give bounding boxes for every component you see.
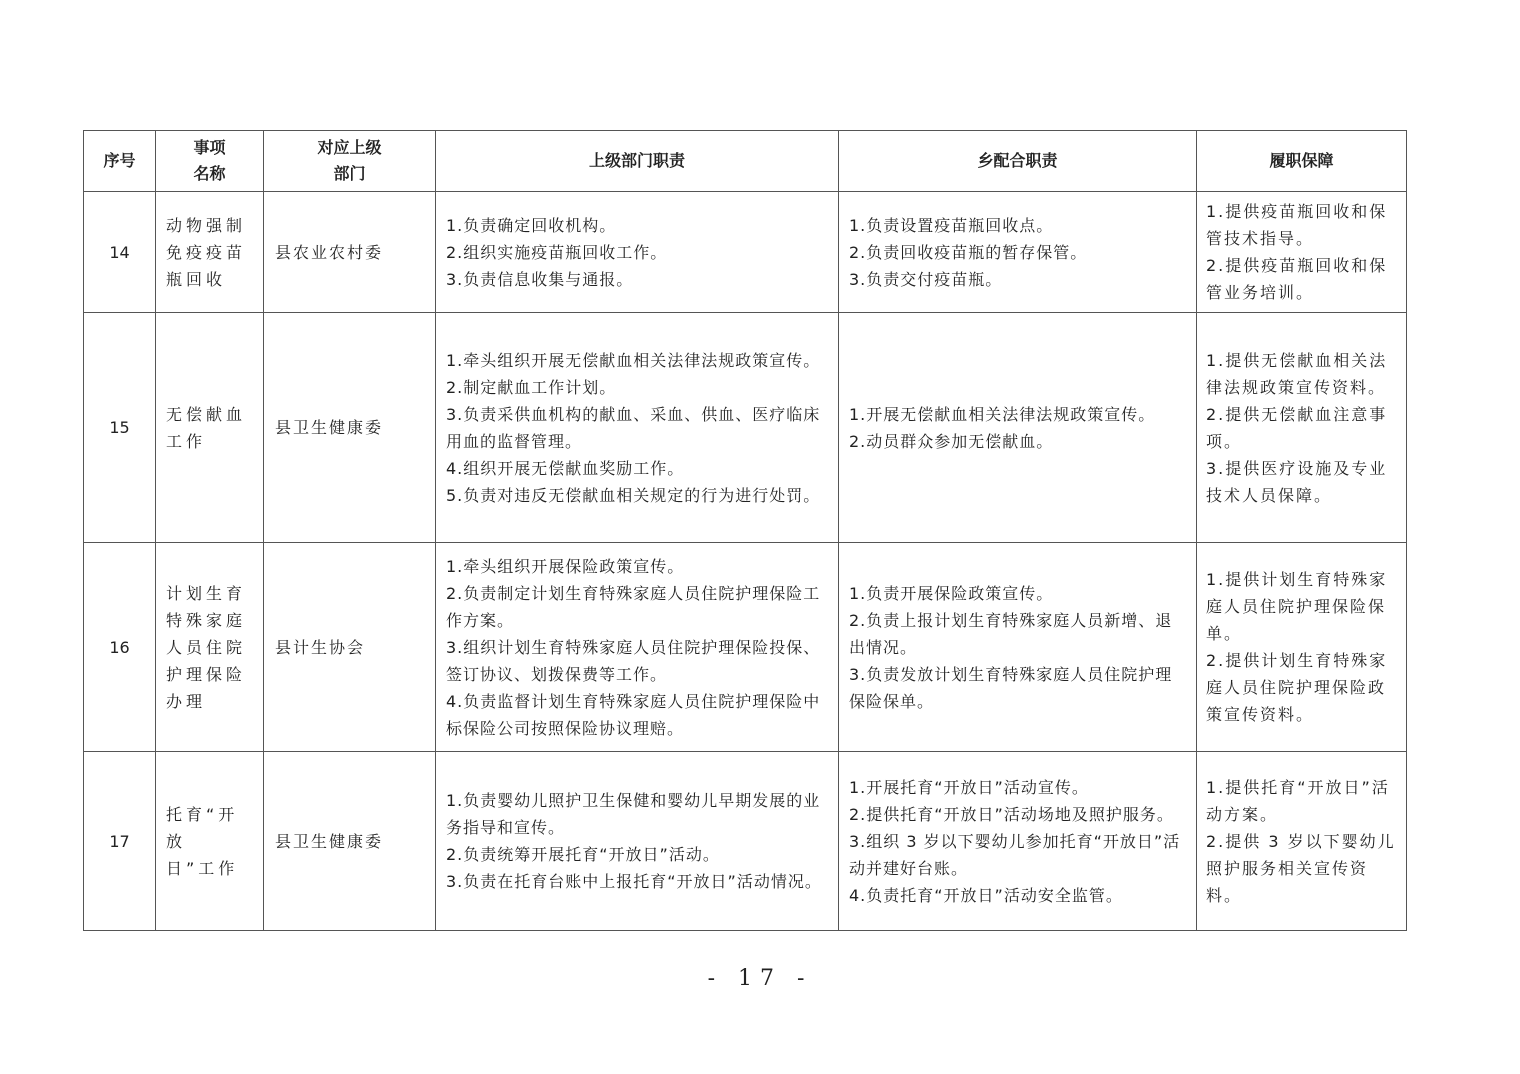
upper-duty-item: 3.组织计划生育特殊家庭人员住院护理保险投保、签订协议、划拨保费等工作。	[446, 637, 821, 684]
town-duty-cell	[839, 192, 1197, 313]
guarantee-cell	[1197, 313, 1407, 543]
guarantee-cell	[1197, 192, 1407, 313]
item-name-cell	[156, 313, 264, 543]
header-serial: 序号	[84, 131, 156, 192]
guarantee-item: 2.提供 3 岁以下婴幼儿照护服务相关宣传资料。	[1206, 831, 1396, 905]
item-name-line: 计划生育	[166, 583, 247, 603]
serial-number-cell: 14	[84, 192, 156, 313]
header-upper-duty: 上级部门职责	[436, 131, 839, 192]
upper-duty-item: 3.负责在托育台账中上报托育“开放日”活动情况。	[446, 872, 822, 891]
header-upper-dept-line: 对应上级	[317, 138, 382, 157]
upper-dept-cell: 县农业农村委	[264, 192, 436, 313]
table-header-row	[84, 131, 1407, 192]
table-row	[84, 192, 1407, 313]
item-name-line: 托育“开放	[166, 804, 239, 851]
town-duty-item: 1.负责开展保险政策宣传。	[849, 583, 1054, 603]
guarantee-item: 1.提供疫苗瓶回收和保管技术指导。	[1206, 202, 1388, 248]
town-duty-item: 2.提供托育“开放日”活动场地及照护服务。	[849, 804, 1174, 824]
town-duty-cell	[839, 752, 1197, 931]
town-duty-cell	[839, 543, 1197, 752]
table-row	[84, 543, 1407, 752]
table-row	[84, 313, 1407, 543]
header-item-name-line: 名称	[193, 164, 226, 183]
item-name-cell	[156, 543, 264, 752]
guarantee-item: 1.提供无偿献血相关法律法规政策宣传资料。	[1206, 350, 1388, 397]
upper-duty-item: 2.制定献血工作计划。	[446, 377, 617, 397]
upper-duty-item: 5.负责对违反无偿献血相关规定的行为进行处罚。	[446, 485, 821, 505]
guarantee-cell	[1197, 543, 1407, 752]
guarantee-cell	[1197, 752, 1407, 931]
item-name-line: 工作	[166, 431, 207, 451]
item-name-line: 瓶回收	[166, 269, 227, 289]
upper-duty-cell	[436, 313, 839, 543]
town-duty-item: 3.组织 3 岁以下婴幼儿参加托育“开放日”活动并建好台账。	[849, 831, 1181, 878]
town-duty-item: 2.负责回收疫苗瓶的暂存保管。	[849, 242, 1088, 262]
town-duty-item: 1.开展无偿献血相关法律法规政策宣传。	[849, 404, 1156, 424]
upper-duty-cell	[436, 543, 839, 752]
upper-duty-item: 3.负责采供血机构的献血、采血、供血、医疗临床用血的监督管理。	[446, 404, 821, 451]
guarantee-item: 2.提供疫苗瓶回收和保管业务培训。	[1206, 256, 1388, 302]
header-upper-dept	[264, 131, 436, 192]
item-name-line: 人员住院	[166, 637, 247, 657]
upper-duty-cell	[436, 192, 839, 313]
town-duty-item: 1.负责设置疫苗瓶回收点。	[849, 215, 1054, 235]
upper-dept-cell: 县卫生健康委	[264, 752, 436, 931]
item-name-line: 动物强制	[166, 215, 247, 235]
serial-number-cell: 16	[84, 543, 156, 752]
serial-number-cell: 15	[84, 313, 156, 543]
upper-duty-item: 1.负责婴幼儿照护卫生保健和婴幼儿早期发展的业务指导和宣传。	[446, 791, 821, 837]
town-duty-item: 3.负责交付疫苗瓶。	[849, 269, 1003, 289]
town-duty-cell	[839, 313, 1197, 543]
item-name-cell	[156, 752, 264, 931]
table-row	[84, 752, 1407, 931]
item-name-line: 无偿献血	[166, 404, 247, 424]
upper-duty-item: 1.牵头组织开展无偿献血相关法律法规政策宣传。	[446, 350, 821, 370]
page-number: - 17 -	[707, 966, 813, 991]
town-duty-item: 2.动员群众参加无偿献血。	[849, 431, 1054, 451]
item-name-line: 日”工作	[166, 858, 239, 878]
upper-duty-item: 1.负责确定回收机构。	[446, 215, 617, 235]
upper-duty-item: 2.负责统筹开展托育“开放日”活动。	[446, 845, 720, 864]
guarantee-item: 2.提供计划生育特殊家庭人员住院护理保险政策宣传资料。	[1206, 651, 1388, 724]
town-duty-item: 3.负责发放计划生育特殊家庭人员住院护理保险保单。	[849, 664, 1173, 711]
duty-table	[83, 130, 1407, 931]
guarantee-item: 1.提供托育“开放日”活动方案。	[1206, 777, 1390, 824]
upper-dept-cell: 县卫生健康委	[264, 313, 436, 543]
header-town-duty: 乡配合职责	[839, 131, 1197, 192]
upper-duty-item: 1.牵头组织开展保险政策宣传。	[446, 556, 685, 576]
upper-duty-item: 4.组织开展无偿献血奖励工作。	[446, 458, 685, 478]
header-item-name	[156, 131, 264, 192]
serial-number-cell: 17	[84, 752, 156, 931]
upper-duty-item: 3.负责信息收集与通报。	[446, 269, 634, 289]
table-body	[84, 192, 1407, 931]
upper-duty-item: 4.负责监督计划生育特殊家庭人员住院护理保险中标保险公司按照保险协议理赔。	[446, 691, 821, 738]
item-name-line: 护理保险	[166, 664, 247, 684]
item-name-line: 特殊家庭	[166, 610, 247, 630]
upper-duty-item: 2.负责制定计划生育特殊家庭人员住院护理保险工作方案。	[446, 583, 821, 630]
header-upper-dept-line: 部门	[333, 164, 366, 183]
town-duty-item: 1.开展托育“开放日”活动宣传。	[849, 777, 1089, 797]
upper-duty-cell	[436, 752, 839, 931]
town-duty-item: 2.负责上报计划生育特殊家庭人员新增、退出情况。	[849, 610, 1173, 657]
guarantee-item: 2.提供无偿献血注意事项。	[1206, 404, 1388, 451]
item-name-line: 免疫疫苗	[166, 242, 247, 262]
town-duty-item: 4.负责托育“开放日”活动安全监管。	[849, 885, 1123, 905]
upper-duty-item: 2.组织实施疫苗瓶回收工作。	[446, 242, 668, 262]
header-item-name-line: 事项	[193, 138, 226, 157]
item-name-line: 办理	[166, 691, 207, 711]
header-guarantee: 履职保障	[1197, 131, 1407, 192]
upper-dept-cell: 县计生协会	[264, 543, 436, 752]
guarantee-item: 3.提供医疗设施及专业技术人员保障。	[1206, 458, 1388, 505]
item-name-cell	[156, 192, 264, 313]
guarantee-item: 1.提供计划生育特殊家庭人员住院护理保险保单。	[1206, 570, 1388, 643]
